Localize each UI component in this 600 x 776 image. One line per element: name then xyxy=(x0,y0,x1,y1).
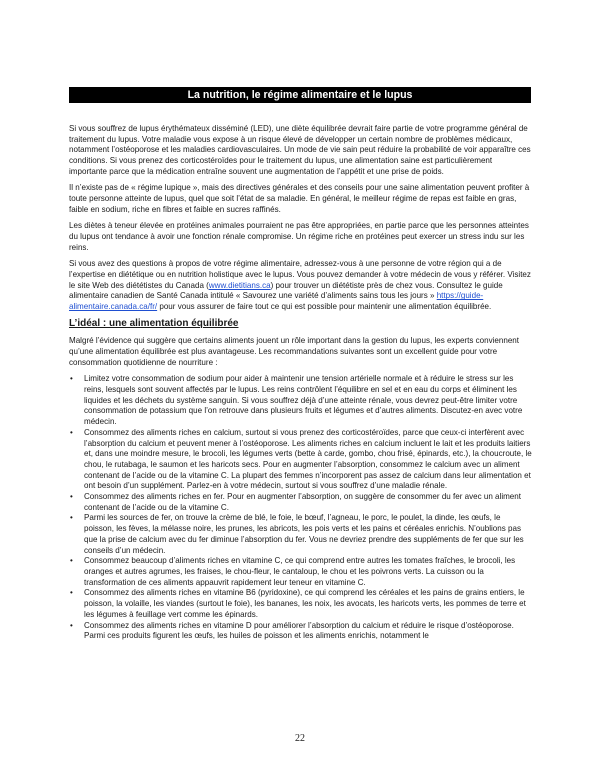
list-item xyxy=(69,621,532,642)
dietitians-link[interactable]: www.dietitians.ca xyxy=(208,280,271,290)
list-item-text: Limitez votre consommation de sodium pour aider à maintenir une tension artérielle normale et à réduire le stress sur les reins, lesquels sont souvent affectés par le lupus. Les reins contrôlent l’équilibre en sel et en eau du corps et éliminent les liquides et les déchets du système sanguin. Si vous souffrez déjà d’une atteinte rénale, vous devrez peut-être limiter votre consommation de potassium que l’on retrouve dans plusieurs fruits et légumes et d’autres aliments. Discutez-en avec votre médecin. xyxy=(84,374,523,427)
list-item xyxy=(69,513,532,556)
list-item xyxy=(69,588,532,620)
paragraph-text: Si vous avez des questions à propos de votre régime alimentaire, adressez-vous à une personne de votre région qui a de l’expertise en diététique ou en nutrition holistique avec le lupus. Vous pouvez demander à votre médecin de vous y référer. Visitez le site Web des diététistes du Canada ( xyxy=(69,259,531,290)
paragraph-lupus-diet: Il n’existe pas de « régime lupique », mais des directives générales et des conseils pour une saine alimentation peuvent profiter à toute personne atteinte de lupus, quel que soit l’état de sa maladie. En général, le meilleur régime de repas est faible en gras, faible en sodium, riche en fibres et faible en sucres raffinés. xyxy=(69,183,530,214)
list-item-text: Parmi les sources de fer, on trouve la crème de blé, le foie, le bœuf, l’agneau, le porc, le poulet, la dinde, les œufs, le poisson, les fèves, la mélasse noire, les prunes, les abricots, les pois verts et les pains et céréales enrichis. N’oublions pas que la prise de calcium avec du fer diminue l’absorption du fer. Vous ne devriez prendre des suppléments de fer que sur les conseils d’un médecin. xyxy=(84,513,524,555)
list-item xyxy=(69,492,532,513)
food-guide-link[interactable]: https://guide-alimentaire.canada.ca/fr/ xyxy=(69,291,484,311)
list-item xyxy=(69,428,532,492)
list-item-text: Consommez des aliments riches en fer. Pour en augmenter l’absorption, on suggère de consommer du fer avec un aliment contenant de l’acide ou de la vitamine C. xyxy=(84,492,521,512)
paragraph-intro: Si vous souffrez de lupus érythémateux disséminé (LED), une diète équilibrée devrait faire partie de votre programme général de traitement du lupus. Votre maladie vous expose à un risque élevé de développer un certain nombre de problèmes médicaux, notamment l’ostéoporose et les maladies cardiovasculaires. Un mode de vie sain peut réduire la probabilité de voir apparaître ces conditions. Si vous prenez des corticostéroïdes pour le traitement du lupus, une alimentation saine est particulièrement importante parce que la médication entraîne souvent une augmentation de l’appétit et une prise de poids. xyxy=(69,124,531,176)
bullet-icon: • xyxy=(70,620,73,630)
bullet-icon: • xyxy=(70,588,73,598)
list-item xyxy=(69,374,532,428)
list-item-text: Consommez des aliments riches en vitamine D pour améliorer l’absorption du calcium et réduire le risque d’ostéoporose. Parmi ces produits figurent les œufs, les huiles de poisson et les aliments enrichis, notamment le xyxy=(84,620,514,641)
list-item-text: Consommez des aliments riches en vitamine B6 (pyridoxine), ce qui comprend les céréales et les pains de grains entiers, le poisson, la volaille, les viandes (surtout le foie), les bananes, les noix, les avocats, les haricots verts, les pommes de terre et les légumes à feuillage vert comme les épinards. xyxy=(84,588,526,619)
bullet-icon: • xyxy=(70,492,73,502)
bullet-icon: • xyxy=(70,513,73,523)
list-item-text: Consommez des aliments riches en calcium, surtout si vous prenez des corticostéroïdes, parce que ceux-ci interfèrent avec l’absorption du calcium et peuvent mener à l’ostéoporose. Les aliments riches en calcium incluent le lait et les produits laitiers et, dans une moindre mesure, le brocoli, les légumes verts (bette à carde, gombo, chou frisé, épinards, etc.), la choucroute, le chou, le rutabaga, le saumon et les haricots secs. Pour en augmenter l’absorption, consommez le calcium avec un aliment contenant de l’acide ou de la vitamine C. La plupart des femmes n’incorporent pas assez de calcium dans leur alimentation et ont besoin d’un supplément. Parlez-en à votre médecin, surtout si vous souffrez d’une maladie rénale. xyxy=(84,427,532,491)
recommendations-list xyxy=(69,374,532,642)
section-heading: L’idéal : une alimentation équilibrée xyxy=(69,318,239,330)
list-item-text: Consommez beaucoup d’aliments riches en vitamine C, ce qui comprend entre autres les tomates fraîches, le brocoli, les oranges et autres agrumes, les fraises, le chou-fleur, le cantaloup, le chou et les poivrons verts. La cuisson ou la transformation de ces aliments appauvrit rapidement leur teneur en vitamine C. xyxy=(84,556,516,587)
page-title: La nutrition, le régime alimentaire et le lupus xyxy=(69,87,531,103)
paragraph-text: pour vous assurer de faire tout ce qui est possible pour maintenir une alimentation équilibrée. xyxy=(157,301,492,311)
bullet-icon: • xyxy=(70,374,73,384)
bullet-icon: • xyxy=(70,556,73,566)
list-item xyxy=(69,556,532,588)
paragraph-text: ) pour trouver un diététiste près de chez vous. Consultez le guide alimentaire canadien de Santé Canada intitulé « Savourez une variété d’aliments sains tous les jours » xyxy=(69,280,503,301)
paragraph-questions xyxy=(69,259,532,313)
paragraph-recommendations-intro: Malgré l’évidence qui suggère que certains aliments jouent un rôle important dans la gestion du lupus, les experts conviennent qu’une alimentation équilibrée est plus avantageuse. Les recommandations suivantes sont un excellent guide pour votre consommation quotidienne de nourriture : xyxy=(69,336,520,367)
document-body xyxy=(69,124,532,642)
bullet-icon: • xyxy=(70,427,73,437)
paragraph-proteins: Les diètes à teneur élevée en protéines animales pourraient ne pas être appropriées, en partie parce que les personnes atteintes du lupus ont tendance à avoir une fonction rénale compromise. Un régime riche en protéines peut exercer un stress indu sur les reins. xyxy=(69,221,529,252)
page-number: 22 xyxy=(295,733,305,744)
